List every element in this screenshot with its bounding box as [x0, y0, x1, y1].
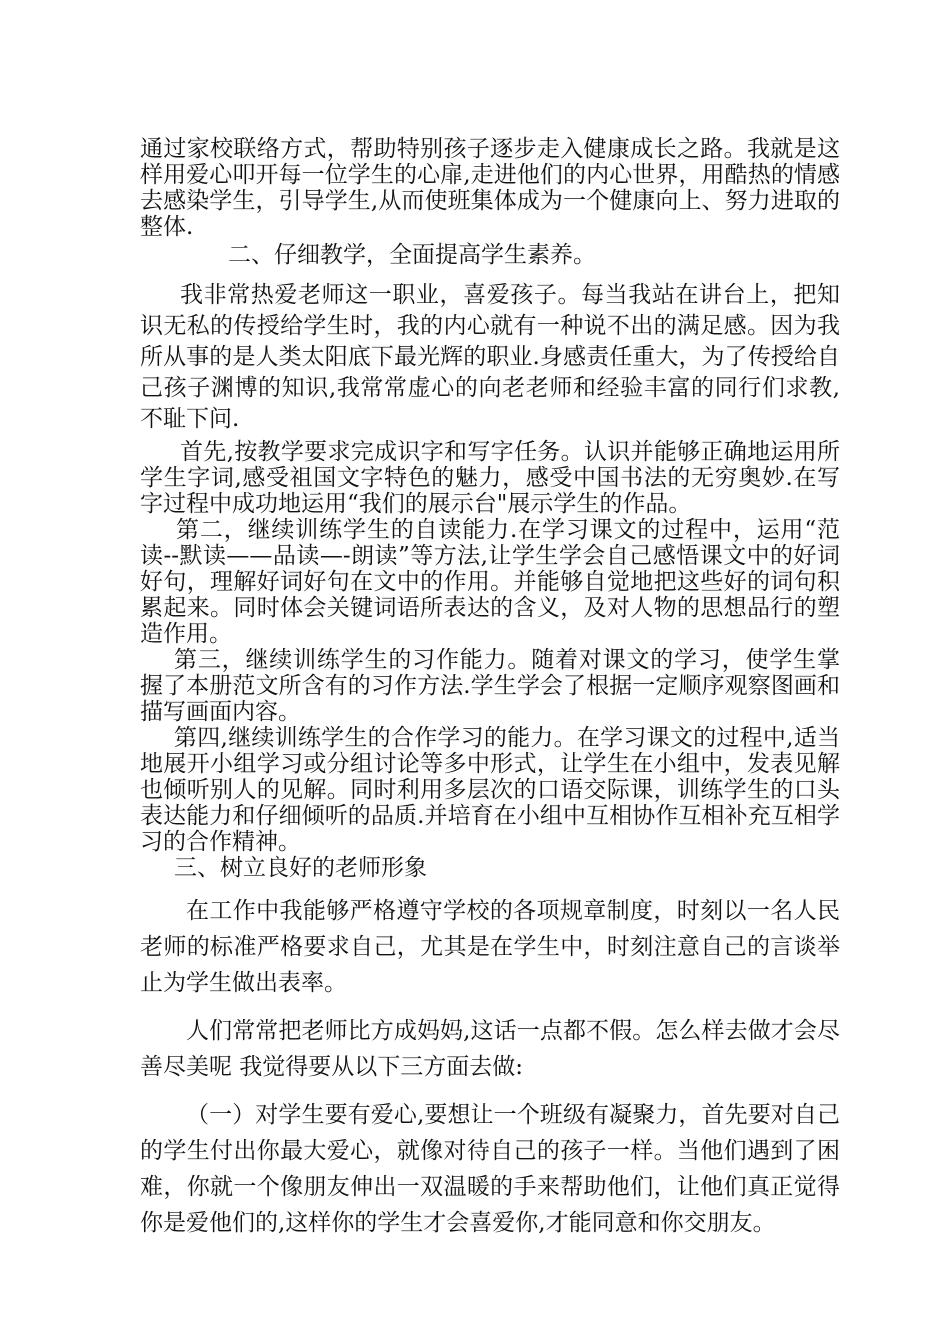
paragraph-first-literacy: 首先,按教学要求完成识字和写字任务。认识并能够正确地运用所学生字词,感受祖国文字特色的魅力，感受中国书法的无穷奥妙.在写字过程中成功地运用“我们的展示台"展示学生的作品。: [140, 439, 840, 517]
paragraph-home-school-contact: 通过家校联络方式，帮助特别孩子逐步走入健康成长之路。我就是这样用爱心叩开每一位学生的心扉,走进他们的内心世界，用酷热的情感去感染学生，引导学生,从而使班集体成为一个健康向上、努力进取的整体.: [140, 136, 840, 240]
heading-section-three: 三、树立良好的老师形象: [174, 855, 427, 881]
heading-section-two: 二、仔细教学，全面提高学生素养。: [228, 242, 596, 268]
paragraph-love-students: （一）对学生要有爱心,要想让一个班级有凝聚力，首先要对自己的学生付出你最大爱心，就像对待自己的孩子一样。当他们遇到了困难，你就一个像朋友伸出一双温暖的手来帮助他们，让他们真正觉得你是爱他们的,这样你的学生才会喜爱你,才能同意和你交朋友。: [140, 1102, 840, 1236]
paragraph-fourth-cooperation: 第四,继续训练学生的合作学习的能力。在学习课文的过程中,适当地展开小组学习或分组讨论等多中形式，让学生在小组中，发表见解也倾听别人的见解。同时利用多层次的口语交际课，训练学生的口头表达能力和仔细倾听的品质.并培育在小组中互相协作互相补充互相学习的合作精神。: [140, 725, 840, 855]
paragraph-third-writing: 第三，继续训练学生的习作能力。随着对课文的学习，使学生掌握了本册范文所含有的习作方法.学生学会了根据一定顺序观察图画和描写画面内容。: [140, 647, 840, 725]
paragraph-love-teaching: 我非常热爱老师这一职业，喜爱孩子。每当我站在讲台上，把知识无私的传授给学生时，我的内心就有一种说不出的满足感。因为我所从事的是人类太阳底下最光辉的职业.身感责任重大，为了传授给自己孩子渊博的知识,我常常虚心的向老老师和经验丰富的同行们求教,不耻下问.: [140, 282, 840, 432]
document-body: [140, 136, 840, 1241]
paragraph-teacher-like-mother: 人们常常把老师比方成妈妈,这话一点都不假。怎么样去做才会尽善尽美呢 我觉得要从以下三方面去做:: [140, 1018, 840, 1080]
paragraph-second-reading: 第二，继续训练学生的自读能力.在学习课文的过程中，运用“范读--默读——品读—-朗读”等方法,让学生学会自己感悟课文中的好词好句，理解好词好句在文中的作用。并能够自觉地把这些好的词句积累起来。同时体会关键词语所表达的含义，及对人物的思想品行的塑造作用。: [140, 517, 840, 647]
paragraph-teacher-role-model: 在工作中我能够严格遵守学校的各项规章制度，时刻以一名人民老师的标准严格要求自己，尤其是在学生中，时刻注意自己的言谈举止为学生做出表率。: [140, 898, 840, 996]
